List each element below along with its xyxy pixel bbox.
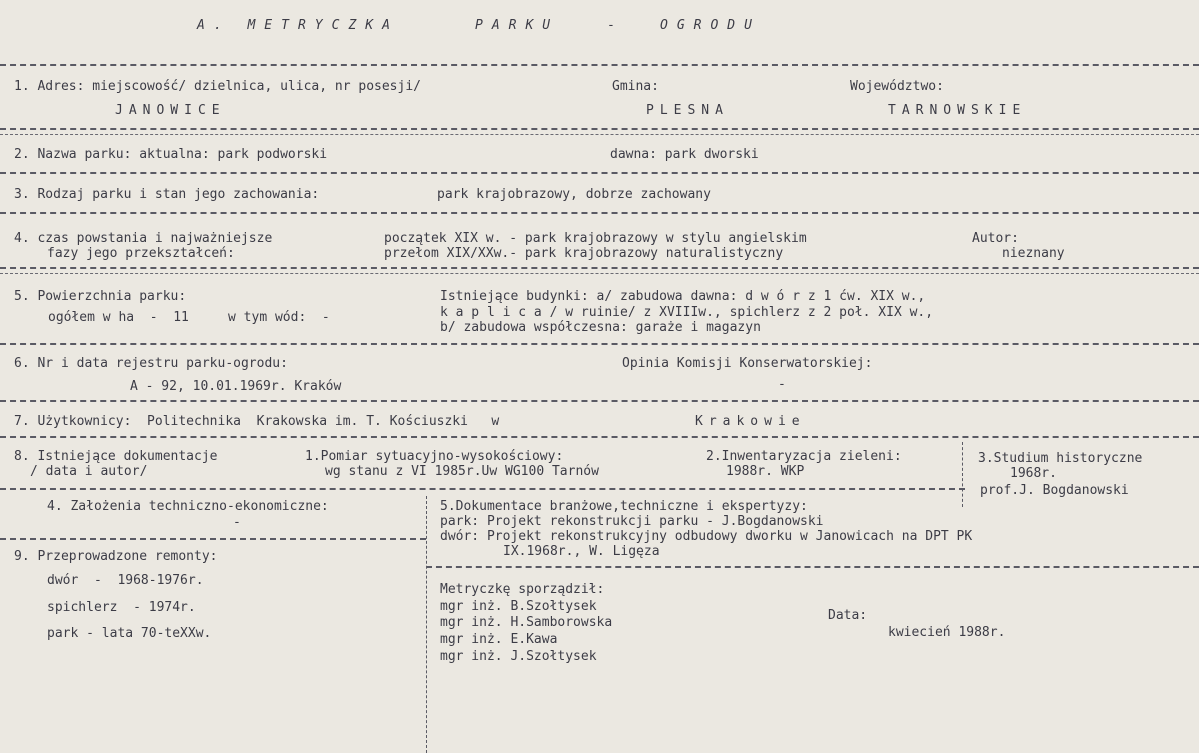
title-part2: PARKU	[475, 18, 560, 33]
doc-greenery-detail: 1988r. WKP	[726, 464, 805, 479]
divider-8-right	[426, 566, 1199, 568]
divider-5	[0, 343, 1199, 345]
repairs-label: 9. Przeprowadzone remonty:	[14, 549, 218, 564]
divider-7	[0, 436, 1199, 438]
title-part1: A. METRYCZKA	[197, 18, 399, 33]
registry-value: A - 92, 10.01.1969r. Kraków	[130, 379, 342, 394]
buildings-line-1: Istniejące budynki: a/ zabudowa dawna: d w ó r z 1 ćw. XIX w.,	[440, 289, 926, 304]
gmina-label: Gmina:	[612, 79, 659, 94]
author-3: mgr inż. E.Kawa	[440, 632, 558, 647]
park-name-label: 2. Nazwa parku: aktualna: park podworski	[14, 147, 328, 162]
repair-park: park - lata 70-teXXw.	[47, 626, 212, 641]
buildings-line-2: k a p l i c a / w ruinie/ z XVIIIw., spichlerz z 2 poł. XIX w.,	[440, 305, 934, 320]
doc-branch-park: park: Projekt rekonstrukcji parku - J.Bogdanowski	[440, 514, 824, 529]
author-2: mgr inż. H.Samborowska	[440, 615, 613, 630]
park-name-old: dawna: park dworski	[610, 147, 759, 162]
history-line-2: przełom XIX/XXw.- park krajobrazowy naturalistyczny	[384, 246, 784, 261]
divider-4	[0, 267, 1199, 269]
opinion-value: -	[778, 377, 786, 392]
docs-label-2: / data i autor/	[30, 464, 148, 479]
divider-6	[0, 400, 1199, 402]
docs-label-1: 8. Istniejące dokumentacje	[14, 449, 218, 464]
history-label-1: 4. czas powstania i najważniejsze	[14, 231, 273, 246]
registry-label: 6. Nr i data rejestru parku-ogrodu:	[14, 356, 288, 371]
date-label: Data:	[828, 608, 868, 623]
docs-divider-right	[962, 442, 963, 507]
repair-granary: spichlerz - 1974r.	[47, 600, 196, 615]
title-part3: OGRODU	[660, 18, 761, 33]
doc-tech-econ-value: -	[233, 515, 241, 530]
gmina-value: PLESNA	[646, 103, 729, 118]
title-dash: -	[607, 18, 615, 33]
wojewodztwo-value: TARNOWSKIE	[888, 103, 1027, 118]
address-label: 1. Adres: miejscowość/ dzielnica, ulica, nr posesji/	[14, 79, 421, 94]
divider-top	[0, 64, 1199, 66]
park-type-label: 3. Rodzaj parku i stan jego zachowania:	[14, 187, 320, 202]
doc-branch-manor-2: IX.1968r., W. Ligęza	[503, 544, 660, 559]
doc-greenery-title: 2.Inwentaryzacja zieleni:	[706, 449, 902, 464]
author-4: mgr inż. J.Szołtysek	[440, 649, 597, 664]
divider-1	[0, 128, 1199, 130]
area-total: ogółem w ha - 11 w tym wód: -	[48, 310, 330, 325]
author-value: nieznany	[1002, 246, 1065, 261]
docs-divider-h	[0, 488, 965, 490]
doc-history-author: prof.J. Bogdanowski	[980, 483, 1129, 498]
author-label: Autor:	[972, 231, 1019, 246]
divider-1b	[0, 134, 1199, 135]
divider-3	[0, 212, 1199, 214]
history-line-1: początek XIX w. - park krajobrazowy w stylu angielskim	[384, 231, 807, 246]
doc-branch-manor: dwór: Projekt rekonstrukcyjny odbudowy dworku w Janowicach na DPT PK	[440, 529, 973, 544]
doc-history-year: 1968r.	[1010, 466, 1057, 481]
area-label: 5. Powierzchnia parku:	[14, 289, 187, 304]
buildings-line-3: b/ zabudowa współczesna: garaże i magazyn	[440, 320, 761, 335]
date-value: kwiecień 1988r.	[888, 625, 1006, 640]
opinion-label: Opinia Komisji Konserwatorskiej:	[622, 356, 873, 371]
divider-8-left	[0, 538, 426, 540]
author-1: mgr inż. B.Szołtysek	[440, 599, 597, 614]
doc-history-title: 3.Studium historyczne	[978, 451, 1143, 466]
divider-2	[0, 172, 1199, 174]
wojewodztwo-label: Województwo:	[850, 79, 944, 94]
users-city: Krakowie	[695, 414, 806, 429]
miejscowosc-value: JANOWICE	[115, 103, 226, 118]
history-label-2: fazy jego przekształceń:	[47, 246, 235, 261]
doc-survey-title: 1.Pomiar sytuacyjno-wysokościowy:	[305, 449, 564, 464]
prepared-by-label: Metryczkę sporządził:	[440, 582, 605, 597]
doc-tech-econ-label: 4. Założenia techniczno-ekonomiczne:	[47, 499, 329, 514]
park-type-value: park krajobrazowy, dobrze zachowany	[437, 187, 711, 202]
doc-survey-detail: wg stanu z VI 1985r.Uw WG100 Tarnów	[325, 464, 599, 479]
lower-column-divider	[426, 496, 427, 753]
repair-manor: dwór - 1968-1976r.	[47, 573, 204, 588]
users-label: 7. Użytkownicy: Politechnika Krakowska im. T. Kościuszki w	[14, 414, 500, 429]
divider-4b	[0, 273, 1199, 274]
doc-branch-title: 5.Dokumentace branżowe,techniczne i ekspertyzy:	[440, 499, 808, 514]
